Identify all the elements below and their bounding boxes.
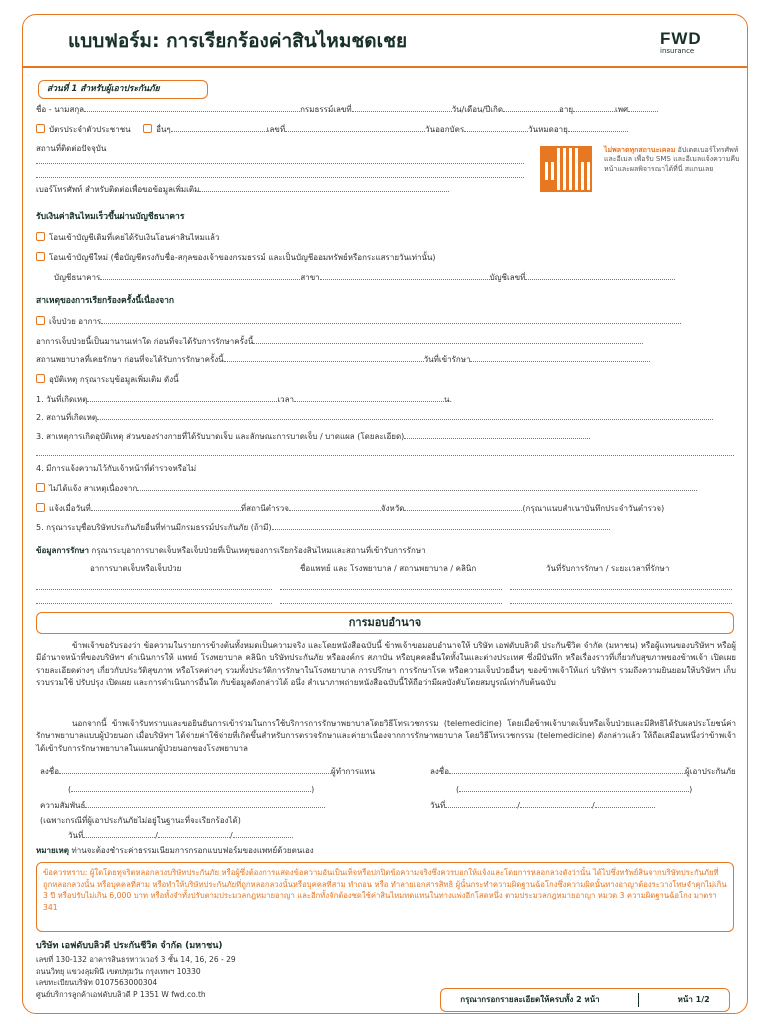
insured-date-day[interactable] — [445, 800, 517, 808]
header-rule — [22, 66, 748, 68]
q1-row — [36, 394, 452, 405]
policy-no-field[interactable] — [352, 104, 452, 112]
province-field[interactable] — [404, 503, 522, 511]
illness-checkbox[interactable] — [36, 316, 45, 325]
other-id-checkbox[interactable] — [143, 124, 152, 133]
treatment-heading-row — [36, 546, 426, 556]
treat-date-label: วันที่เข้ารักษา — [423, 355, 471, 364]
dob-label: วัน/เดือน/ปีเกิด — [451, 105, 504, 114]
issue-label: วันออกบัตร — [425, 125, 465, 134]
q3-label: 3. สาเหตุการเกิดอุบัติเหตุ ส่วนของร่างกายที่ได้รับบาดเจ็บ และลักษณะการบาดเจ็บ / บาดแผล (โดยละเอียด) — [36, 432, 405, 441]
issue-field[interactable] — [464, 124, 528, 132]
footer-divider — [638, 993, 639, 1007]
company-name: บริษัท เอฟดับบลิวดี ประกันชีวิต จำกัด (มหาชน) — [36, 941, 223, 951]
illness-duration-row — [36, 336, 643, 347]
treat-date-field[interactable] — [470, 354, 650, 362]
id-card-label: บัตรประจำตัวประชาชน — [49, 125, 131, 134]
accident-detail-field[interactable] — [404, 431, 590, 439]
bank-opt1-checkbox[interactable] — [36, 232, 45, 241]
company-addr1: เลขที่ 130-132 อาคารสินธรทาวเวอร์ 3 ชั้น 14, 16, 26 - 29 — [36, 954, 236, 964]
logo-sub: insurance — [660, 47, 695, 56]
treatment-field-2a[interactable] — [36, 596, 272, 604]
other-id-label: อื่นๆ — [156, 125, 171, 134]
logo-text: FWD — [660, 29, 702, 48]
insured-name-field[interactable] — [459, 784, 689, 792]
id-card-checkbox[interactable] — [36, 124, 45, 133]
report-date-label: แจ้งเมื่อวันที่ — [49, 504, 91, 513]
page-title: แบบฟอร์ม: การเรียกร้องค่าสินไหมชดเชย — [68, 30, 408, 52]
branch-field[interactable] — [320, 272, 490, 280]
name-field[interactable] — [84, 104, 300, 112]
page-number: หน้า 1/2 — [677, 995, 710, 1004]
time-label: เวลา — [277, 395, 295, 404]
bank-opt2-label: โอนเข้าบัญชีใหม่ (ชื่อบัญชีตรงกับชื่อ-สกุลของเจ้าของกรมธรรม์ และเป็นบัญชีออมทรัพย์หรือกระแสรายวันเท่านั้น) — [49, 253, 436, 262]
agent-date-label: วันที่ — [68, 831, 84, 840]
age-label: อายุ — [559, 105, 574, 114]
bank-name-label: บัญชีธนาคาร — [54, 273, 101, 282]
station-label: ที่สถานีตำรวจ — [240, 504, 289, 513]
accident-label: อุบัติเหตุ กรุณาระบุข้อมูลเพิ่มเติม ดังนี้ — [49, 375, 179, 384]
treatment-field-1c[interactable] — [510, 582, 732, 590]
treatment-field-2c[interactable] — [510, 596, 732, 604]
agent-sign-label: ลงชื่อ — [40, 767, 60, 776]
authorization-title: การมอบอำนาจ — [36, 612, 734, 634]
prev-hospital-label: สถานพยาบาลที่เคยรักษา ก่อนที่จะได้รับการรักษาครั้งนี้ — [36, 355, 224, 364]
relation-field[interactable] — [85, 800, 325, 808]
phone-field[interactable] — [199, 184, 449, 192]
bank-name-field[interactable] — [100, 272, 300, 280]
province-label: จังหวัด — [380, 504, 405, 513]
relation-row — [40, 800, 325, 811]
report-row — [36, 503, 664, 514]
authorization-para2: นอกจากนี้ ข้าพเจ้ารับทราบและขอยินยันการเข้าร่วมในการใช้บริการการรักษาพยาบาลโดยวิธีโทรเวชกรรม (telemedicine) โดยเมื่อข้าพเจ้าบาดเจ็บหรือเจ็บป่วยและมีสิทธิได้รับผลประโยชน์ค่ารักษาพยาบาลแบบผู้ป่วยนอก เมื่อบริษัทฯ ได้จ่ายค่าใช้จ่ายที่เกิดขึ้นสำหรับการตรวจรักษาและค่ายาเนื่องจากการรักษาพยาบาล โดยวิธีโทรเวชกรรม (telemedicine) ดังกล่าวแล้ว ให้ถือเสมือนหนึ่งว่าข้าพเจ้าได้เข้ารับการรักษาพยาบาลในแผนกผู้ป่วยนอกของโรงพยาบาล — [36, 719, 736, 753]
address-label: สถานที่ติดต่อปัจจุบัน — [36, 144, 107, 153]
insured-date-row: วันที่ / / — [430, 800, 655, 811]
bank-opt2-checkbox[interactable] — [36, 252, 45, 261]
q3-row — [36, 431, 590, 442]
agent-sign-row — [40, 766, 375, 777]
q4-row — [36, 464, 196, 474]
name-row — [36, 104, 658, 115]
expire-label: วันหมดอายุ — [528, 125, 568, 134]
other-id-field[interactable] — [171, 124, 267, 132]
agent-sign-field[interactable] — [59, 766, 331, 774]
acct-no-label: บัญชีเลขที่ — [489, 273, 526, 282]
phone-row — [36, 184, 449, 195]
insured-sign-field[interactable] — [449, 766, 685, 774]
illness-field[interactable] — [101, 316, 681, 324]
section1-label: ส่วนที่ 1 สำหรับผู้เอาประกันภัย — [38, 80, 208, 99]
expire-field[interactable] — [568, 124, 628, 132]
insured-date-label: วันที่ — [430, 801, 446, 810]
treatment-field-2b[interactable] — [280, 596, 502, 604]
footer-note: กรุณากรอกรายละเอียดให้ครบทั้ง 2 หน้า — [460, 995, 600, 1004]
treatment-field-1a[interactable] — [36, 582, 272, 590]
qr-note — [604, 146, 744, 174]
agent-label: ผู้ทำการแทน — [331, 767, 376, 776]
id-row — [36, 124, 628, 135]
accident-checkbox[interactable] — [36, 374, 45, 383]
bank-detail-row — [54, 272, 675, 283]
policy-no-label: กรมธรรม์เลขที่ — [300, 105, 352, 114]
company-reg: เลขทะเบียนบริษัท 0107563000304 — [36, 978, 158, 988]
illness-label: เจ็บป่วย อาการ — [49, 317, 102, 326]
treatment-col1: อาการบาดเจ็บหรือเจ็บป่วย — [90, 564, 182, 573]
dob-field[interactable] — [503, 104, 559, 112]
sex-label: เพศ — [615, 105, 629, 114]
bank-opt1-row — [36, 232, 219, 243]
accident-detail-field-2[interactable] — [36, 448, 734, 456]
company-info — [36, 940, 236, 1000]
agent-date-year[interactable] — [233, 830, 293, 838]
insured-date-year[interactable] — [595, 800, 655, 808]
address-row — [36, 144, 106, 154]
authorization-para1: ข้าพเจ้าขอรับรองว่า ข้อความในรายการข้างต้นทั้งหมดเป็นความจริง และโดยหนังสือฉบับนี้ ข้าพเจ้าขอมอบอำนาจให้ บริษัท เอฟดับบลิวดี ประกันชีวิต จำกัด (มหาชน) หรือผู้แทนของบริษัทฯ หรือผู้มีอำนาจหน้าที่ของบริษัทฯ ดำเนินการให้ แพทย์ โรงพยาบาล คลินิก บริษัทประกันภัย หรือองค์กร สภาบัน หรือบุคคลอื่นใดทั้งในและต่างประเทศ ซึ่งมีบันทึก หรือเรื่องราวที่เกี่ยวกับสุขภาพของข้าพเจ้า เปิดเผยรายละเอียดต่างๆ เกี่ยวกับประวัติสุขภาพ หรือโรคต่างๆ รวมทั้งประวัติการรักษาในโรงพยาบาล การปรึกษา การรักษาโรค หรือความเจ็บป่วยอื่นๆ ของข้าพเจ้าให้แก่ บริษัทฯ รวมถึงความยินยอมให้บริษัทฯ เก็บรวบรวมใช้ ปรับปรุง เปิดเผย และการดำเนินการอื่นใด กับข้อมูลดังกล่าวได้ อนึ่ง สำเนาภาพถ่ายหนังสือฉบับนี้ให้ถือว่ามีผลบังคับโดยสมบูรณ์เท่ากับต้นฉบับ — [36, 641, 736, 688]
q5-row — [36, 522, 610, 533]
agent-name-field[interactable] — [71, 784, 311, 792]
phone-label: เบอร์โทรศัพท์ สำหรับติดต่อเพื่อขอข้อมูลเพิ่มเติม — [36, 185, 200, 194]
q1-label: 1. วันที่เกิดเหตุ — [36, 395, 88, 404]
qr-code[interactable] — [540, 146, 592, 192]
report-note: (กรุณาแนบสำเนาบันทึกประจำวันตำรวจ) — [522, 504, 665, 513]
agent-name-paren: ( ) — [68, 785, 315, 794]
insured-sign-label: ลงชื่อ — [430, 767, 450, 776]
no-report-label: ไม่ได้แจ้ง สาเหตุเนื่องจาก — [49, 484, 138, 493]
no-report-checkbox[interactable] — [36, 483, 45, 492]
accident-place-field[interactable] — [97, 412, 713, 420]
qr-note-text: อัปเดตเบอร์โทรศัพท์และอีเมล เพื่อรับ SMS และอีเมลแจ้งความคืบหน้าและผลพิจารณาได้ที่นี่ สแกนเลย — [604, 146, 740, 173]
insured-sign-row — [430, 766, 736, 777]
remark-label: หมายเหตุ — [36, 846, 69, 855]
remark-row — [36, 846, 314, 856]
company-addr2: ถนนวิทยุ แขวงลุมพินี เขตปทุมวัน กรุงเทพฯ 10330 — [36, 966, 201, 976]
time-field[interactable] — [294, 394, 444, 402]
number-field[interactable] — [285, 124, 425, 132]
report-date-field[interactable] — [91, 503, 241, 511]
illness-row — [36, 316, 681, 327]
other-insurer-field[interactable] — [272, 522, 610, 530]
cause-heading: สาเหตุของการเรียกร้องครั้งนี้เนื่องจาก — [36, 296, 175, 306]
no-report-row — [36, 483, 697, 494]
agent-date-month[interactable] — [158, 830, 230, 838]
sex-field[interactable] — [628, 104, 658, 112]
name-label: ชื่อ - นามสกุล — [36, 105, 85, 114]
note-sign: (เฉพาะกรณีที่ผู้เอาประกันภัยไม่อยู่ในฐานะที่จะเรียกร้องได้) — [40, 816, 241, 825]
remark-text: ท่านจะต้องชำระค่าธรรมเนียมการกรอกแบบฟอร์มของแพทย์ด้วยตนเอง — [68, 846, 314, 855]
age-field[interactable] — [573, 104, 615, 112]
address-field-2[interactable] — [36, 170, 524, 178]
footer-box — [440, 988, 730, 1012]
branch-label: สาขา — [300, 273, 320, 282]
no-report-field[interactable] — [137, 483, 697, 491]
q5-label: 5. กรุณาระบุชื่อบริษัทประกันภัยอื่นที่ท่านมีกรมธรรม์ประกันภัย (ถ้ามี) — [36, 523, 272, 532]
address-field-1[interactable] — [36, 156, 524, 164]
qr-note-title: ไม่พลาดทุกสถานะเคลม — [604, 146, 676, 154]
insured-date-month[interactable] — [520, 800, 592, 808]
relation-label: ความสัมพันธ์ — [40, 801, 86, 810]
treatment-field-1b[interactable] — [280, 582, 502, 590]
treatment-heading-note: กรุณาระบุอาการบาดเจ็บหรือเจ็บป่วยที่เป็นเหตุของการเรียกร้องสินไหมและสถานที่เข้ารับการรักษา — [89, 546, 426, 555]
prev-hospital-field[interactable] — [224, 354, 424, 362]
number-label: เลขที่ — [266, 125, 286, 134]
prev-hospital-row — [36, 354, 650, 365]
treatment-col3: วันที่รับการรักษา / ระยะเวลาที่รักษา — [546, 564, 670, 573]
time-unit: น. — [444, 395, 453, 404]
insured-name-paren: ( ) — [456, 785, 693, 794]
q2-row — [36, 412, 713, 423]
treatment-col2: ชื่อแพทย์ และ โรงพยาบาล / สถานพยาบาล / คลินิก — [300, 564, 477, 573]
illness-duration-field[interactable] — [253, 336, 643, 344]
treatment-heading: ข้อมูลการรักษา — [36, 546, 89, 555]
accident-date-field[interactable] — [87, 394, 277, 402]
bank-opt1-label: โอนเข้าบัญชีเดิมที่เคยได้รับเงินโอนค่าสินไหมแล้ว — [49, 233, 220, 242]
station-field[interactable] — [289, 503, 381, 511]
agent-date-day[interactable] — [83, 830, 155, 838]
accident-row — [36, 374, 179, 385]
company-call: ศูนย์บริการลูกค้าเอฟดับบลิวดี P 1351 W fwd.co.th — [36, 989, 206, 999]
fraud-warning: ข้อควรทราบ: ผู้ใดโดยทุจริตหลอกลวงบริษัทประกันภัย หรือผู้ซึ่งต้องการแสดงข้อความอันเป็นเท็จหรือปกปิดข้อความจริงซึ่งควรบอกให้แจ้งและโดยการหลอกลวงดังว่านั้น ได้ไปซึ่งทรัพย์สินจากบริษัทประกันภัยที่ถูกหลอกลวงนั้น หรือบุคคลที่สาม หรือทำให้บริษัทประกันภัยที่ถูกหลอกลวงนั้นหรือบุคคลที่สาม ทำถอน หรือ ทำลายเอกสารสิทธิ ผู้นั้นกระทำความผิดฐานฉ้อโกงซึ่งความผิดนั้นทางอาญาต้องระวางโทษจำคุกไม่เกิน 3 ปี หรือปรับไม่เกิน 6,000 บาท หรือทั้งจำทั้งปรับตามประมวลกฎหมายอาญา และอีกทั้งจักต้องชดใช้ค่าสินไหมทดแทนในทางแพ่งอีกโสดหนึ่ง ตามประมวลกฎหมายอาญา หมวด 3 ความผิดฐานฉ้อโกง มาตรา 341 — [36, 862, 734, 932]
report-checkbox[interactable] — [36, 503, 45, 512]
acct-no-field[interactable] — [525, 272, 675, 280]
agent-date-row: วันที่ / / — [68, 830, 293, 841]
bank-opt2-row — [36, 252, 436, 263]
q2-label: 2. สถานที่เกิดเหตุ — [36, 413, 98, 422]
bank-heading: รับเงินค่าสินไหมเร็วขึ้นผ่านบัญชีธนาคาร — [36, 212, 185, 222]
q4-label: 4. มีการแจ้งความไว้กับเจ้าหน้าที่ตำรวจหรือไม่ — [36, 464, 197, 473]
fwd-logo — [660, 28, 720, 56]
insured-label: ผู้เอาประกันภัย — [685, 767, 736, 776]
illness-duration-label: อาการเจ็บป่วยนี้เป็นมานานเท่าใด ก่อนที่จะได้รับการรักษาครั้งนี้ — [36, 337, 254, 346]
